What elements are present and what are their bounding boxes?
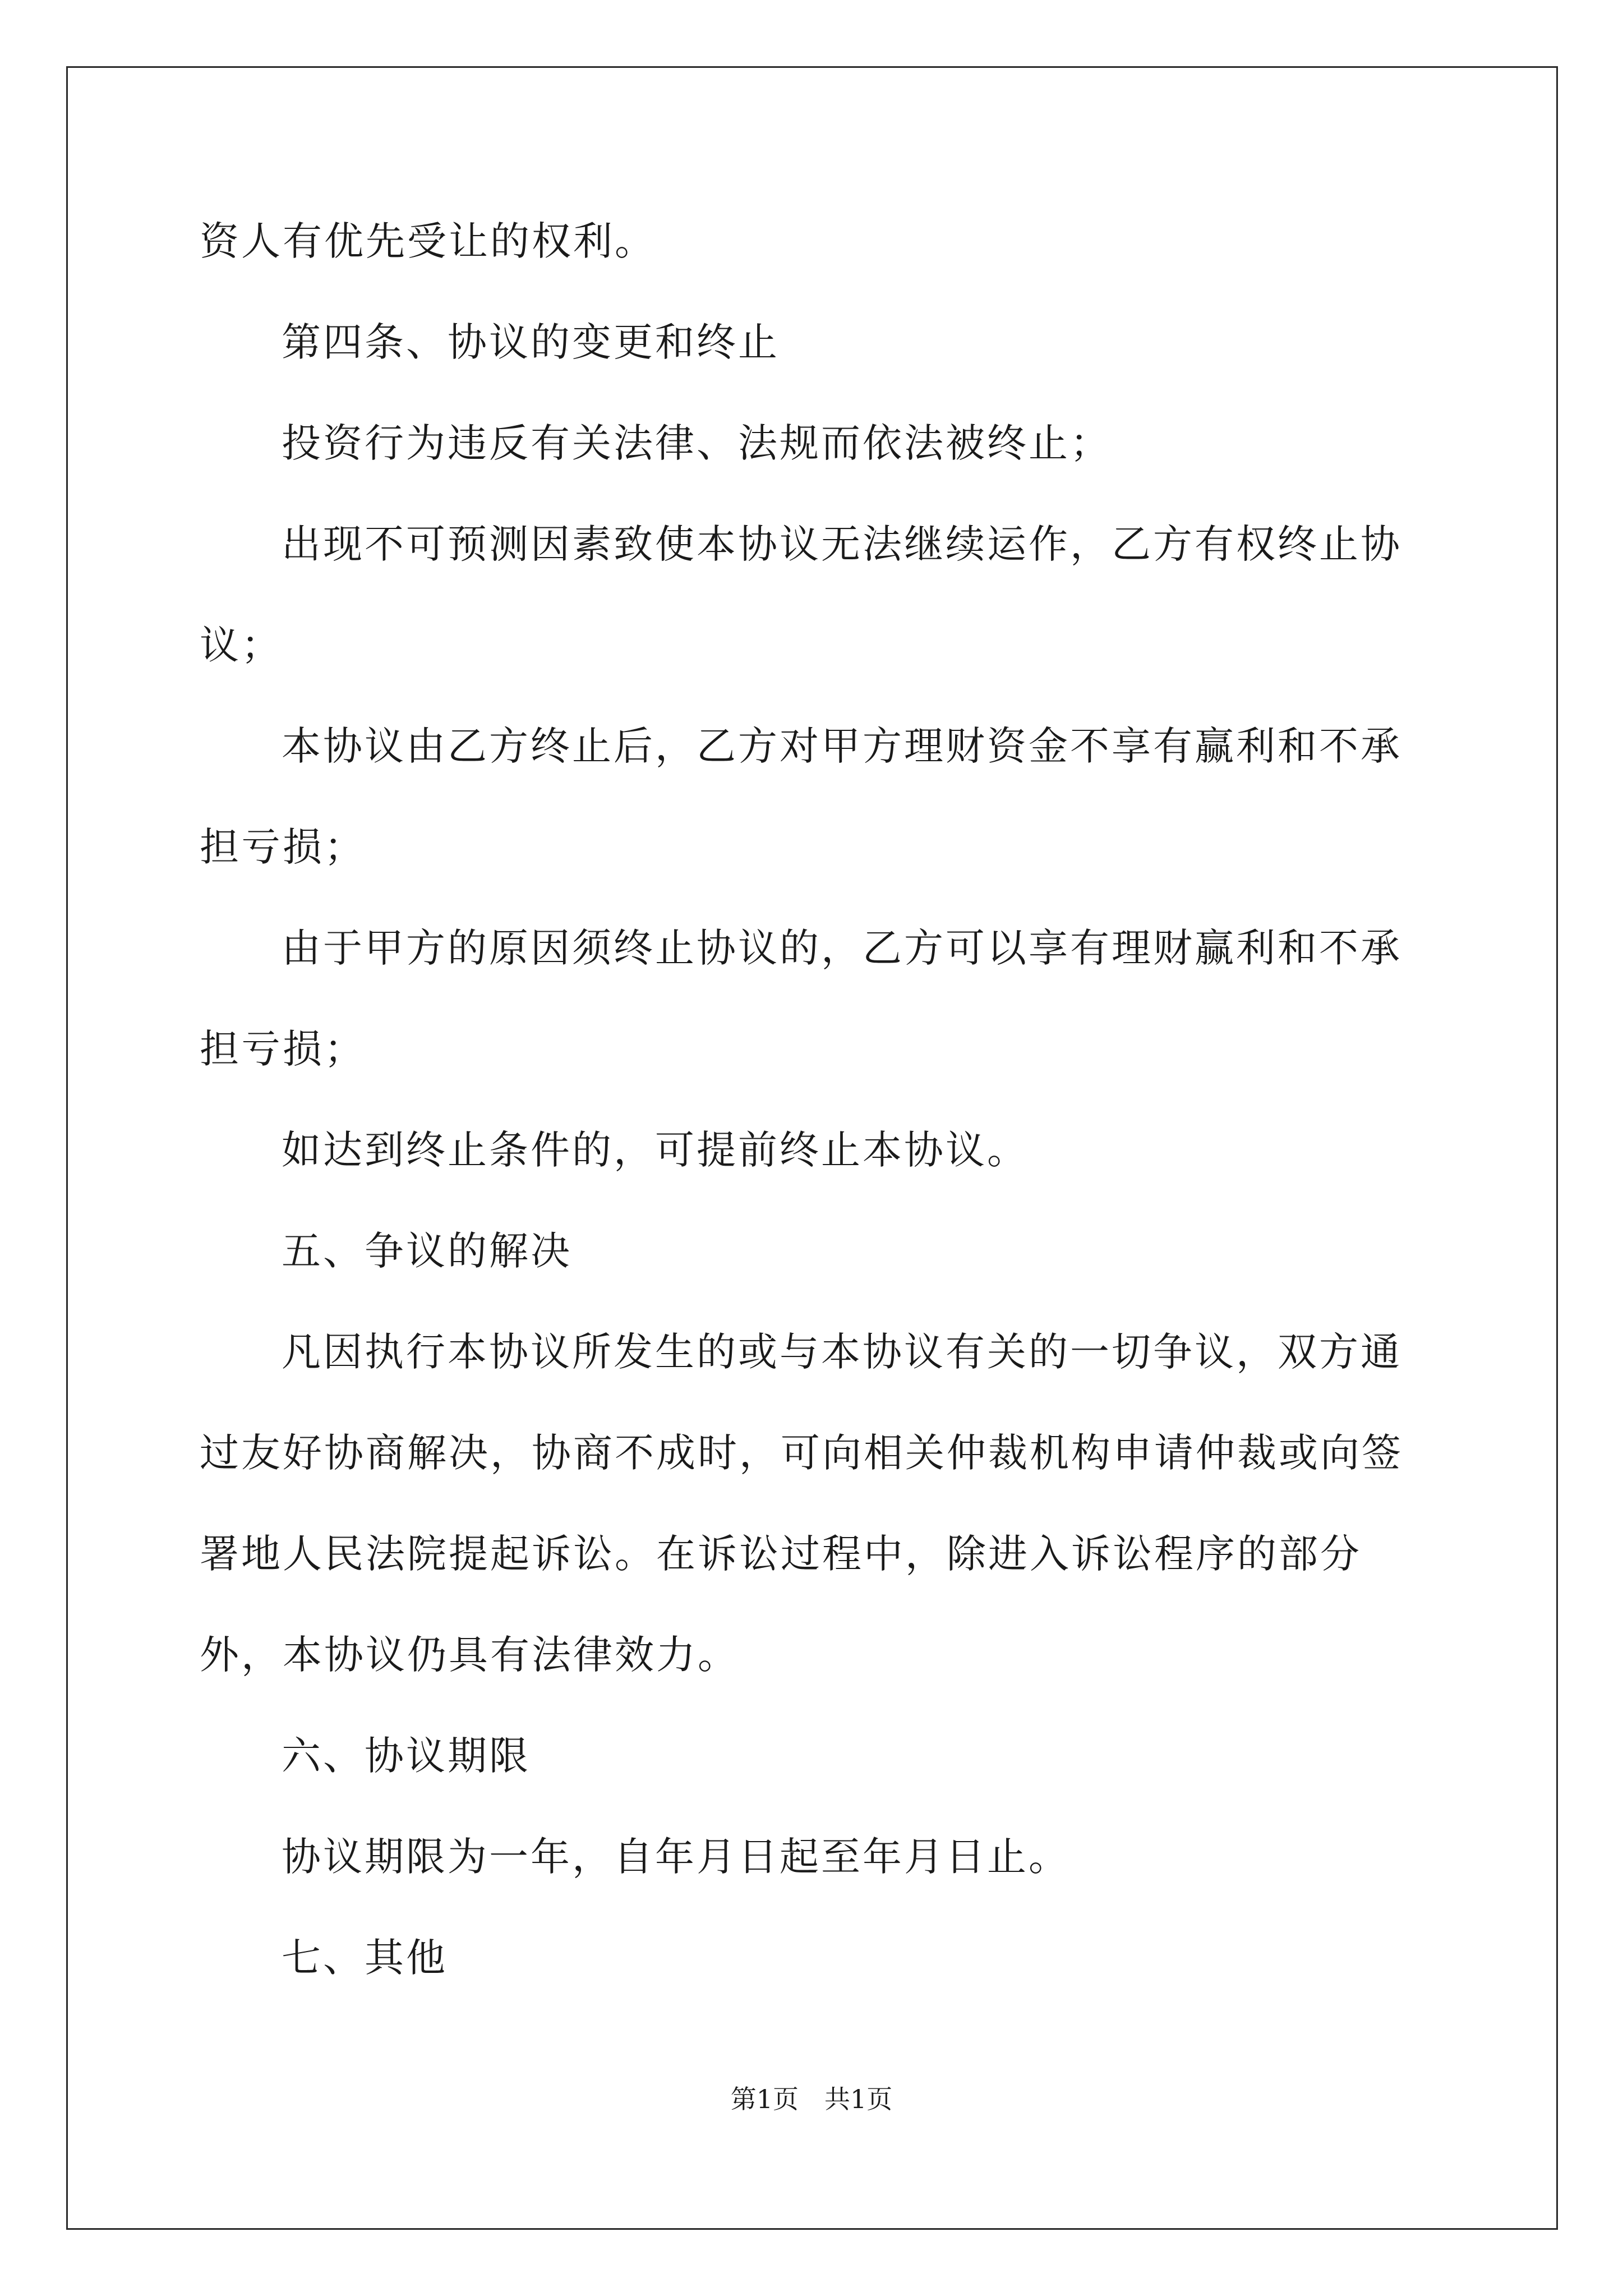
paragraph: 资人有优先受让的权利。 [200, 218, 656, 264]
paragraph: 本协议由乙方终止后，乙方对甲方理财资金不享有赢利和不承担亏损； [200, 723, 1402, 870]
paragraph: 投资行为违反有关法律、法规而依法被终止； [282, 420, 1112, 466]
document-body [200, 191, 1433, 2008]
paragraph: 由于甲方的原因须终止协议的，乙方可以享有理财赢利和不承担亏损； [200, 925, 1402, 1072]
section-heading: 五、争议的解决 [282, 1228, 572, 1274]
paragraph: 如达到终止条件的，可提前终止本协议。 [282, 1127, 1029, 1173]
section-heading: 七、其他 [282, 1935, 448, 1981]
section-heading: 第四条、协议的变更和终止 [282, 319, 780, 365]
page-footer: 第1页 共1页 [730, 2084, 893, 2114]
paragraph: 协议期限为一年，自年月日起至年月日止。 [282, 1834, 1070, 1880]
paragraph: 凡因执行本协议所发生的或与本协议有关的一切争议，双方通过友好协商解决，协商不成时，可向相关仲裁机构申请仲裁或向签署地人民法院提起诉讼。在诉讼过程中，除进入诉讼程序的部分外，本协议仍具有法律效力。 [200, 1329, 1403, 1678]
paragraph: 出现不可预测因素致使本协议无法继续运作，乙方有权终止协议； [200, 521, 1402, 668]
section-heading: 六、协议期限 [282, 1733, 531, 1779]
